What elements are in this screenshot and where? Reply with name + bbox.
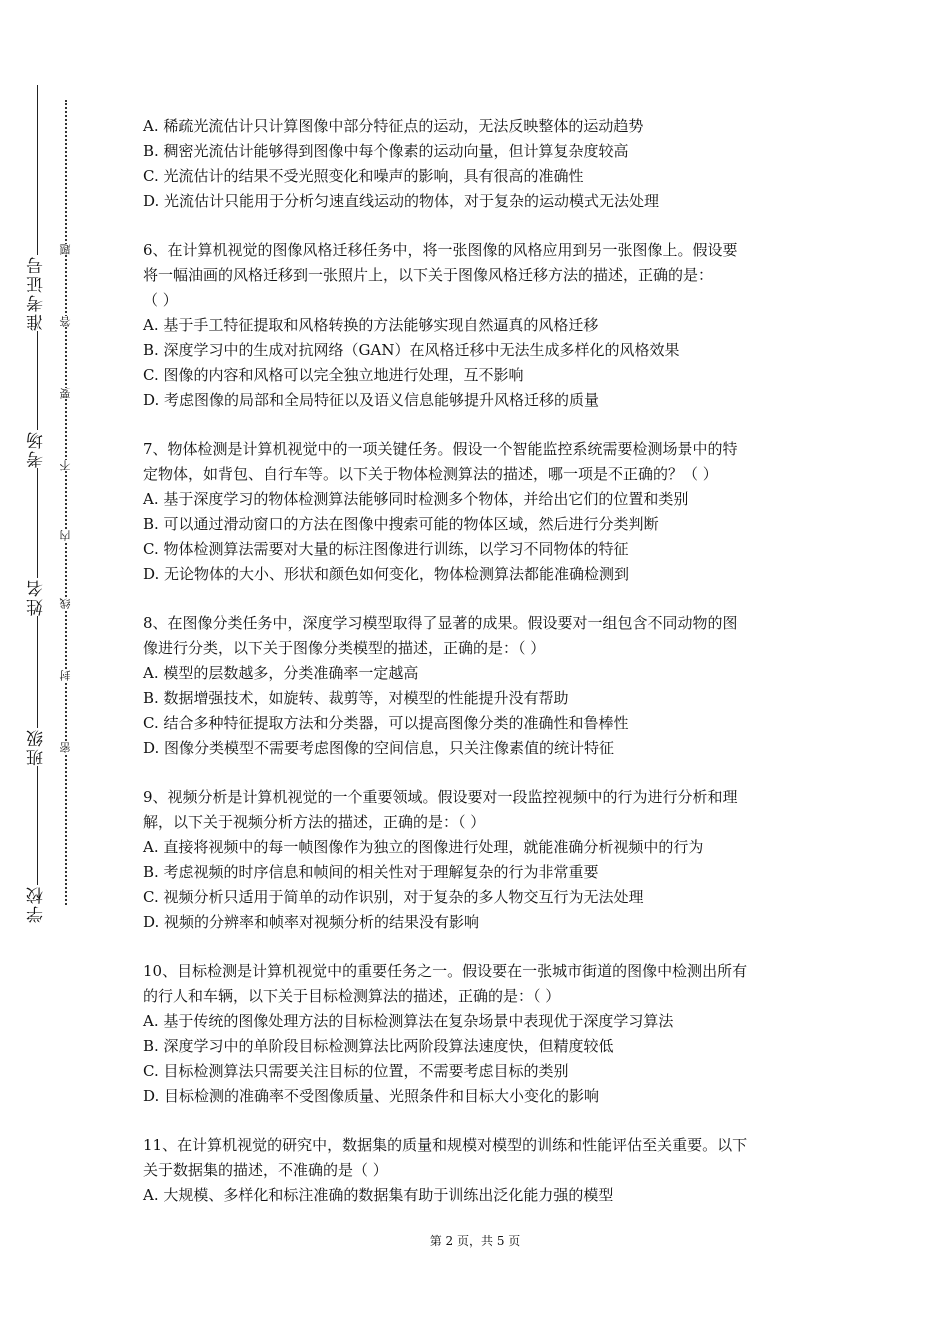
- question-line: A. 基于手工特征提取和风格转换的方法能够实现自然逼真的风格迁移: [143, 316, 599, 334]
- question-line: 的行人和车辆，以下关于目标检测算法的描述，正确的是：（ ）: [143, 987, 561, 1005]
- question-line: D. 光流估计只能用于分析匀速直线运动的物体，对于复杂的运动模式无法处理: [143, 192, 660, 210]
- question-line: 定物体，如背包、自行车等。以下关于物体检测算法的描述，哪一项是不正确的？（ ）: [143, 465, 718, 483]
- question-line: D. 图像分类模型不需要考虑图像的空间信息，只关注像素值的统计特征: [143, 739, 615, 757]
- seal-char: 线: [59, 598, 72, 609]
- block-gap: [143, 1109, 823, 1133]
- question-line: B. 考虑视频的时序信息和帧间的相关性对于理解复杂的行为非常重要: [143, 863, 599, 881]
- question-line: （ ）: [143, 291, 178, 309]
- question-block: [143, 114, 823, 214]
- block-gap: [143, 413, 823, 437]
- block-gap: [143, 587, 823, 611]
- question-line: 解，以下关于视频分析方法的描述，正确的是：（ ）: [143, 813, 486, 831]
- name-label: 姓名: [22, 578, 52, 616]
- question-line: 11、在计算机视觉的研究中，数据集的质量和规模对模型的训练和性能评估至关重要。以下: [143, 1136, 748, 1154]
- question-line: 像进行分类，以下关于图像分类模型的描述，正确的是：（ ）: [143, 639, 546, 657]
- exam-room-label: 考场: [22, 430, 52, 468]
- question-line: D. 目标检测的准确率不受图像质量、光照条件和目标大小变化的影响: [143, 1087, 600, 1105]
- question-line: C. 结合多种特征提取方法和分类器，可以提高图像分类的准确性和鲁棒性: [143, 714, 629, 732]
- question-line: B. 可以通过滑动窗口的方法在图像中搜索可能的物体区域，然后进行分类判断: [143, 515, 659, 533]
- question-line: C. 图像的内容和风格可以完全独立地进行处理，互不影响: [143, 366, 524, 384]
- question-line: A. 稀疏光流估计只计算图像中部分特征点的运动，无法反映整体的运动趋势: [143, 117, 644, 135]
- seal-char: 不: [59, 460, 72, 471]
- block-gap: [143, 761, 823, 785]
- question-line: B. 深度学习中的生成对抗网络（GAN）在风格迁移中无法生成多样化的风格效果: [143, 341, 680, 359]
- seal-char: 题: [59, 244, 72, 255]
- dotted-seal-line: [65, 100, 67, 905]
- seal-char: 密: [59, 742, 72, 753]
- seal-char: 要: [59, 388, 72, 399]
- question-line: 10、目标检测是计算机视觉中的重要任务之一。假设要在一张城市街道的图像中检测出所有: [143, 962, 748, 980]
- question-line: A. 基于深度学习的物体检测算法能够同时检测多个物体，并给出它们的位置和类别: [143, 490, 689, 508]
- seal-char: 内: [59, 530, 72, 541]
- question-line: C. 物体检测算法需要对大量的标注图像进行训练，以学习不同物体的特征: [143, 540, 629, 558]
- question-line: C. 目标检测算法只需要关注目标的位置，不需要考虑目标的类别: [143, 1062, 569, 1080]
- question-line: 关于数据集的描述，不准确的是（ ）: [143, 1161, 388, 1179]
- page-footer: 第 2 页，共 5 页: [429, 1234, 521, 1248]
- seal-char: 封: [59, 670, 72, 681]
- question-block: [143, 959, 823, 1109]
- question-line: B. 深度学习中的单阶段目标检测算法比两阶段算法速度快，但精度较低: [143, 1037, 614, 1055]
- question-line: 9、视频分析是计算机视觉的一个重要领域。假设要对一段监控视频中的行为进行分析和理: [143, 788, 738, 806]
- question-line: D. 考虑图像的局部和全局特征以及语义信息能够提升风格迁移的质量: [143, 391, 600, 409]
- question-line: A. 直接将视频中的每一帧图像作为独立的图像进行处理，就能准确分析视频中的行为: [143, 838, 704, 856]
- school-label: 学校: [22, 885, 52, 923]
- question-line: C. 光流估计的结果不受光照变化和噪声的影响，具有很高的准确性: [143, 167, 584, 185]
- question-line: 将一幅油画的风格迁移到一张照片上，以下关于图像风格迁移方法的描述，正确的是：: [143, 266, 714, 284]
- block-gap: [143, 214, 823, 238]
- question-line: A. 基于传统的图像处理方法的目标检测算法在复杂场景中表现优于深度学习算法: [143, 1012, 674, 1030]
- question-content: [143, 114, 823, 1208]
- question-block: [143, 611, 823, 761]
- question-line: 6、在计算机视觉的图像风格迁移任务中，将一张图像的风格应用到另一张图像上。假设要: [143, 241, 738, 259]
- question-line: B. 数据增强技术，如旋转、裁剪等，对模型的性能提升没有帮助: [143, 689, 569, 707]
- solid-binding-line: [37, 85, 38, 915]
- question-block: [143, 785, 823, 935]
- question-line: C. 视频分析只适用于简单的动作识别，对于复杂的多人物交互行为无法处理: [143, 888, 644, 906]
- exam-number-label: 准考证号: [22, 255, 52, 331]
- question-line: A. 模型的层数越多，分类准确率一定越高: [143, 664, 419, 682]
- question-line: A. 大规模、多样化和标注准确的数据集有助于训练出泛化能力强的模型: [143, 1186, 614, 1204]
- question-line: D. 视频的分辨率和帧率对视频分析的结果没有影响: [143, 913, 480, 931]
- block-gap: [143, 935, 823, 959]
- question-block: [143, 1133, 823, 1208]
- seal-char: 答: [59, 316, 72, 327]
- question-line: B. 稠密光流估计能够得到图像中每个像素的运动向量，但计算复杂度较高: [143, 142, 629, 160]
- class-label: 班级: [22, 728, 52, 766]
- question-line: D. 无论物体的大小、形状和颜色如何变化，物体检测算法都能准确检测到: [143, 565, 630, 583]
- binding-margin: [0, 0, 80, 1344]
- question-block: [143, 437, 823, 587]
- question-line: 8、在图像分类任务中，深度学习模型取得了显著的成果。假设要对一组包含不同动物的图: [143, 614, 738, 632]
- question-block: [143, 238, 823, 413]
- question-line: 7、物体检测是计算机视觉中的一项关键任务。假设一个智能监控系统需要检测场景中的特: [143, 440, 738, 458]
